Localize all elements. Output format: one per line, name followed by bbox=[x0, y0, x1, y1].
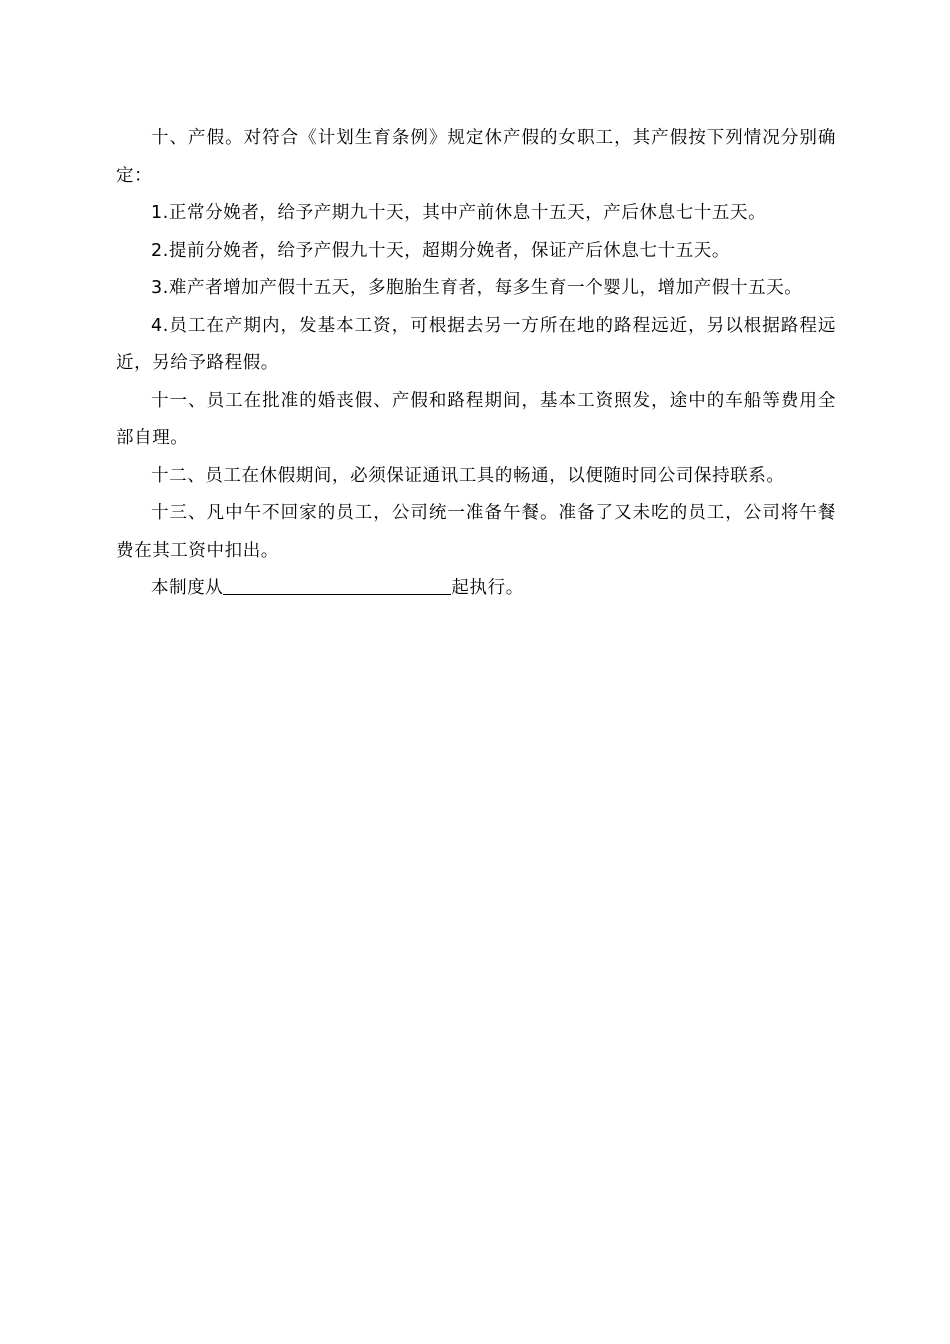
effective-prefix: 本制度从 bbox=[151, 578, 224, 598]
paragraph-maternity-leave: 十、产假。对符合《计划生育条例》规定休产假的女职工，其产假按下列情况分别确定： bbox=[116, 128, 836, 186]
effective-suffix: 起执行。 bbox=[451, 578, 524, 598]
paragraph-item-4: 4.员工在产期内，发基本工资，可根据去另一方所在地的路程远近，另以根据路程远近，另给予路程假。 bbox=[116, 315, 836, 373]
paragraph-section-11: 十一、员工在批准的婚丧假、产假和路程期间，基本工资照发，途中的车船等费用全部自理。 bbox=[116, 390, 836, 448]
paragraph-section-12: 十二、员工在休假期间，必须保证通讯工具的畅通，以便随时同公司保持联系。 bbox=[151, 465, 785, 486]
paragraph-item-2: 2.提前分娩者，给予产假九十天，超期分娩者，保证产后休息七十五天。 bbox=[151, 240, 730, 261]
effective-date-blank[interactable] bbox=[223, 574, 451, 595]
effective-date-line bbox=[116, 570, 836, 608]
paragraph-item-3: 3.难产者增加产假十五天，多胞胎生育者，每多生育一个婴儿，增加产假十五天。 bbox=[151, 278, 803, 298]
document-body bbox=[116, 120, 836, 608]
paragraph-section-13: 十三、凡中午不回家的员工，公司统一准备午餐。准备了又未吃的员工，公司将午餐费在其工资中扣出。 bbox=[116, 503, 836, 561]
paragraph-item-1: 1.正常分娩者，给予产期九十天，其中产前休息十五天，产后休息七十五天。 bbox=[151, 203, 767, 223]
